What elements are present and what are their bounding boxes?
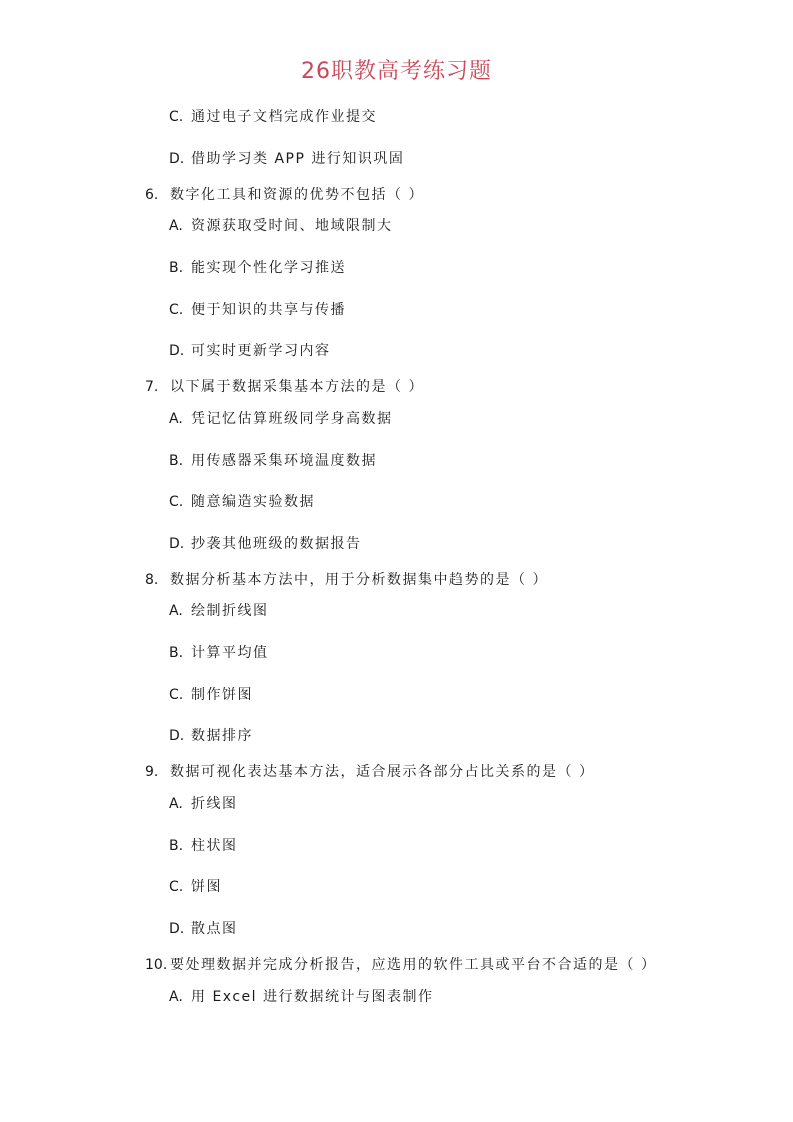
option-label: A. xyxy=(169,989,183,1005)
option-text: 饼图 xyxy=(191,879,222,895)
q6-option-d xyxy=(169,341,331,361)
option-label: A. xyxy=(169,218,183,234)
option-label: A. xyxy=(169,796,183,812)
q9-option-d xyxy=(169,919,238,939)
option-text: 计算平均值 xyxy=(191,645,269,661)
option-text: 凭记忆估算班级同学身高数据 xyxy=(191,411,393,427)
option-label: B. xyxy=(169,645,184,661)
question-10 xyxy=(145,955,656,975)
option-text: 抄袭其他班级的数据报告 xyxy=(191,536,362,552)
question-8 xyxy=(145,570,548,590)
question-number: 8. xyxy=(145,572,159,588)
option-text: 资源获取受时间、地域限制大 xyxy=(191,218,393,234)
question-text: 数字化工具和资源的优势不包括（ ） xyxy=(170,187,424,203)
question-text: 以下属于数据采集基本方法的是（ ） xyxy=(170,379,424,395)
q8-option-d xyxy=(169,726,253,746)
q8-option-c xyxy=(169,685,253,705)
question-7 xyxy=(145,377,424,397)
option-d xyxy=(169,149,404,169)
q9-option-a xyxy=(169,794,238,814)
option-label: A. xyxy=(169,411,183,427)
option-label: C. xyxy=(169,302,184,318)
option-label: D. xyxy=(169,343,185,359)
q9-option-c xyxy=(169,877,222,897)
question-number: 9. xyxy=(145,764,159,780)
option-text: 随意编造实验数据 xyxy=(191,494,315,510)
question-number: 6. xyxy=(145,187,159,203)
q10-option-a xyxy=(169,987,434,1007)
option-label: A. xyxy=(169,603,183,619)
question-text: 数据可视化表达基本方法，适合展示各部分占比关系的是（ ） xyxy=(170,764,595,780)
q6-option-c xyxy=(169,300,346,320)
option-label: B. xyxy=(169,838,184,854)
option-label: C. xyxy=(169,879,184,895)
question-text: 要处理数据并完成分析报告，应选用的软件工具或平台不合适的是（ ） xyxy=(170,957,657,973)
option-label: C. xyxy=(169,687,184,703)
option-label: B. xyxy=(169,453,184,469)
option-label: D. xyxy=(169,536,185,552)
q8-option-b xyxy=(169,643,269,663)
option-label: B. xyxy=(169,260,184,276)
question-6 xyxy=(145,185,424,205)
option-text: 能实现个性化学习推送 xyxy=(191,260,346,276)
option-c xyxy=(169,107,377,127)
q7-option-c xyxy=(169,492,315,512)
option-text: 用传感器采集环境温度数据 xyxy=(191,453,377,469)
q8-option-a xyxy=(169,601,269,621)
option-text: 数据排序 xyxy=(191,728,253,744)
option-label: C. xyxy=(169,109,184,125)
q7-option-d xyxy=(169,534,362,554)
q6-option-b xyxy=(169,258,346,278)
option-label: D. xyxy=(169,728,185,744)
question-number: 7. xyxy=(145,379,159,395)
page-title: 26职教高考练习题 xyxy=(301,59,492,84)
option-text: 折线图 xyxy=(191,796,238,812)
option-text: 绘制折线图 xyxy=(191,603,269,619)
option-label: D. xyxy=(169,921,185,937)
option-text: 可实时更新学习内容 xyxy=(191,343,331,359)
option-label: C. xyxy=(169,494,184,510)
option-text: 通过电子文档完成作业提交 xyxy=(191,109,377,125)
question-text: 数据分析基本方法中，用于分析数据集中趋势的是（ ） xyxy=(170,572,548,588)
option-text: 用 Excel 进行数据统计与图表制作 xyxy=(191,989,434,1005)
option-text: 便于知识的共享与传播 xyxy=(191,302,346,318)
option-text: 制作饼图 xyxy=(191,687,253,703)
q9-option-b xyxy=(169,836,238,856)
q7-option-a xyxy=(169,409,393,429)
option-text: 柱状图 xyxy=(191,838,238,854)
option-text: 借助学习类 APP 进行知识巩固 xyxy=(191,151,405,167)
q7-option-b xyxy=(169,451,377,471)
question-number: 10. xyxy=(145,957,168,973)
option-label: D. xyxy=(169,151,185,167)
q6-option-a xyxy=(169,216,393,236)
option-text: 散点图 xyxy=(191,921,238,937)
question-9 xyxy=(145,762,594,782)
